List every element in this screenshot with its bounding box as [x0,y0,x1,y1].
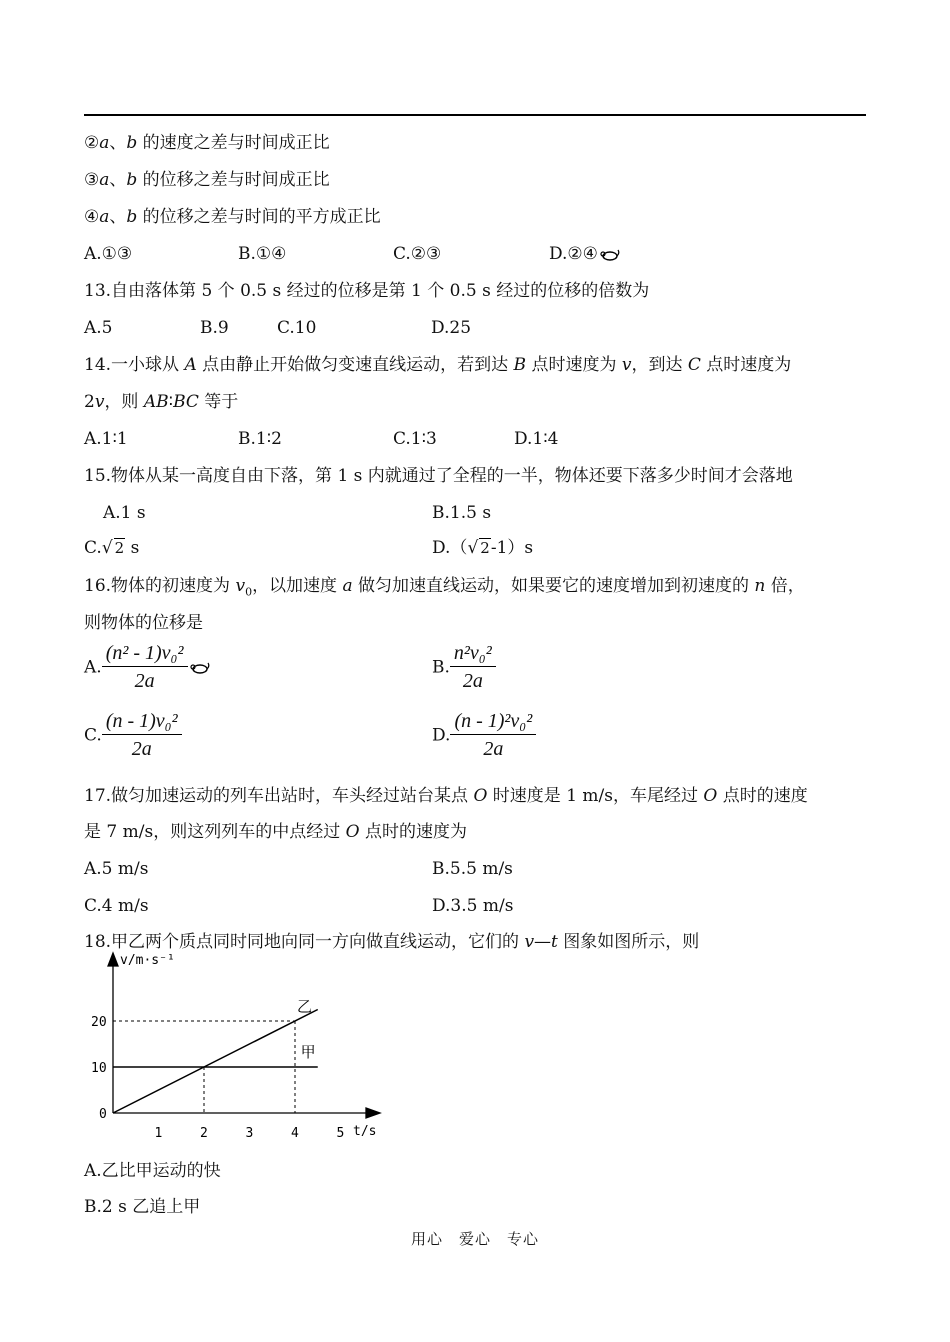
q13-stem: 13.自由落体第 5 个 0.5 s 经过的位移是第 1 个 0.5 s 经过的位移的倍数为 [84,281,650,301]
q14-option-d: D.1∶4 [514,429,559,449]
x-axis-label: t/s [353,1124,377,1139]
q17-option-c: C.4 m/s [84,896,149,916]
fraction-c: $\frac{\text{(n - 1)v₀²}}{2a}$ [102,708,182,763]
q15-option-b: B.1.5 s [432,503,492,523]
q16-stem-line2: 则物体的位移是 [84,613,203,633]
q17-option-d: D.3.5 m/s [432,896,514,916]
q15-stem: 15.物体从某一高度自由下落，第 1 s 内就通过了全程的一半，物体还要下落多少时间才会落地 [84,466,793,486]
q16-option-d: D. $\frac{\text{(n - 1)²v₀²}}{2a}$ [432,708,536,763]
x-axis-arrow [366,1108,380,1118]
q18-option-a: A.乙比甲运动的快 [84,1161,221,1181]
statement-4: ④a、b 的位移之差与时间的平方成正比 [84,207,381,227]
fraction-d: $\frac{\text{(n - 1)²v₀²}}{2a}$ [450,708,536,763]
y-tick-label: 10 [91,1061,107,1076]
q16-option-b: B. $\frac{\text{n²v₀²}}{2a}$ [432,640,496,695]
q12-option-c: C.②③ [393,244,442,264]
q14-stem-line1: 14.一小球从 A 点由静止开始做匀变速直线运动，若到达 B 点时速度为 v，到达 C 点时速度为 [84,355,792,375]
q17-stem-line2: 是 7 m/s，则这列列车的中点经过 O 点时的速度为 [84,822,467,842]
x-tick-label: 3 [245,1126,254,1141]
q15-option-d: D.（√ 2-1）s [432,538,534,558]
q16-stem-line1: 16.物体的初速度为 $v_0$，以加速度 a 做匀加速直线运动，如果要它的速度增加到初速度的 n 倍， [84,576,805,599]
q13-option-a: A.5 [84,318,113,338]
q15-option-c: C.√ 2 s [84,538,140,558]
q16-option-a: A. $\frac{\text{(n² - 1)v₀²}}{2a}$ [84,640,210,695]
q13-option-d: D.25 [431,318,472,338]
q16-option-c: C. $\frac{\text{(n - 1)v₀²}}{2a}$ [84,708,182,763]
y-axis-arrow [108,953,118,966]
series-label-jia: 甲 [300,1043,316,1061]
header-rule [84,114,866,116]
q17-option-a: A.5 m/s [84,859,149,879]
y-tick-label: 0 [99,1107,107,1122]
x-tick-label: 1 [154,1126,163,1141]
mouse-icon [598,248,620,262]
x-tick-label: 5 [336,1126,345,1141]
q14-stem-line2: 2v，则 AB∶BC 等于 [84,392,239,412]
q18-stem: 18.甲乙两个质点同时同地向同一方向做直线运动，它们的 v—t 图象如图所示，则 [84,932,700,952]
x-tick-label: 2 [200,1126,208,1141]
statement-3: ③a、b 的位移之差与时间成正比 [84,170,330,190]
fraction-b: $\frac{\text{n²v₀²}}{2a}$ [450,640,496,695]
series-label-yi: 乙 [297,997,313,1016]
q12-option-d: D.②④ [549,243,620,265]
mouse-icon [188,661,210,675]
q17-stem-line1: 17.做匀加速运动的列车出站时，车头经过站台某点 O 时速度是 1 m/s，车尾经过 O 点时的速度 [84,786,808,806]
statement-2: ②a、b 的速度之差与时间成正比 [84,133,330,153]
q12-option-b: B.①④ [238,244,287,264]
q13-option-c: C.10 [277,318,317,338]
y-axis-label: v/m·s⁻¹ [120,953,175,968]
q12-option-a: A.①③ [84,244,133,264]
q14-option-c: C.1∶3 [393,429,437,449]
vt-chart [80,950,390,1145]
fraction-a: $\frac{\text{(n² - 1)v₀²}}{2a}$ [102,640,188,695]
q14-option-b: B.1∶2 [238,429,282,449]
q15-option-a: A.1 s [103,503,146,523]
q18-option-b: B.2 s 乙追上甲 [84,1197,201,1217]
q17-option-b: B.5.5 m/s [432,859,513,879]
series-line-yi [113,1010,318,1114]
footer-motto: 用心 爱心 专心 [410,1230,539,1248]
q14-option-a: A.1∶1 [84,429,128,449]
y-tick-label: 20 [91,1015,107,1030]
q13-option-b: B.9 [200,318,229,338]
x-tick-label: 4 [291,1126,299,1141]
